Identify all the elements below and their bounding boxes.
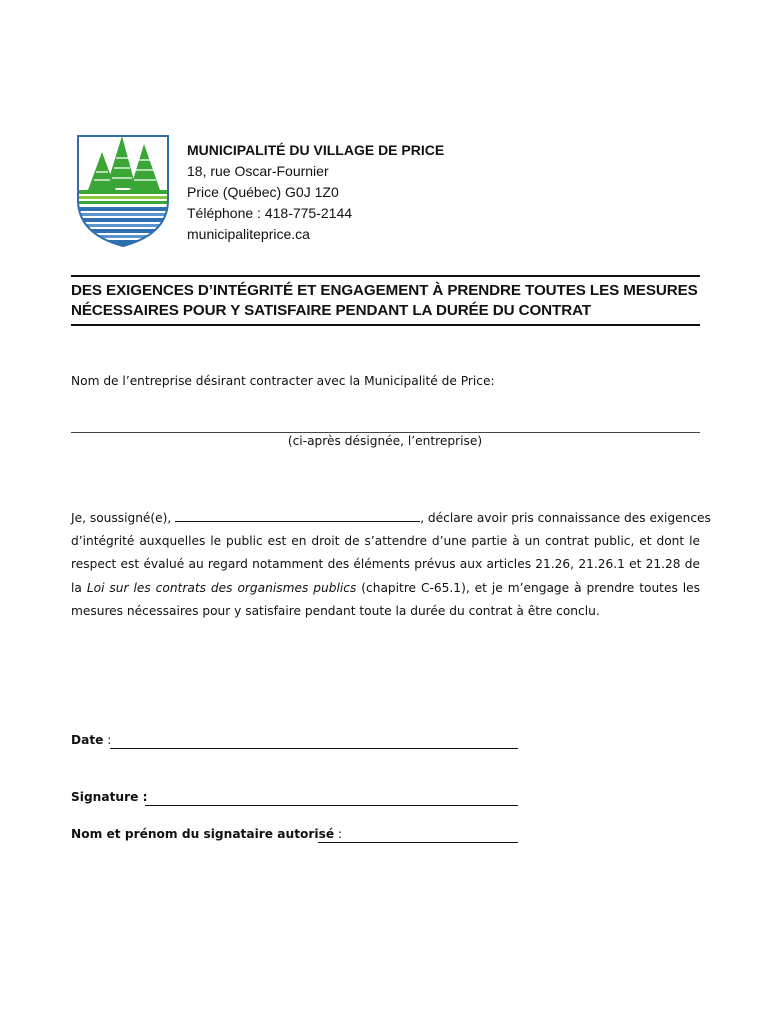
address-line-2: Price (Québec) G0J 1Z0 [187,184,339,200]
declaration-row-4 [71,577,700,600]
declaration-row-1 [71,507,711,530]
signatory-field-label [71,827,342,841]
date-colon: : [103,733,112,747]
signatory-colon: : [334,827,343,841]
date-input-line[interactable] [110,748,518,749]
declaration-row-3: respect est évalué au regard notamment des éléments prévus aux articles 21.26, 21.26.1 et 21.28 de [71,557,700,572]
declaration-paragraph [71,507,711,623]
title-line-2: NÉCESSAIRES POUR Y SATISFAIRE PENDANT LA DURÉE DU CONTRAT [71,302,592,319]
company-prompt: Nom de l’entreprise désirant contracter avec la Municipalité de Price: [71,374,495,388]
declaration-prefix: Je, soussigné(e), [71,511,172,525]
signature-label: Signature : [71,790,148,804]
municipality-logo [74,130,172,248]
declaration-after-blank: , déclare avoir pris connaissance des exigences [420,511,711,525]
law-prefix: la [71,580,82,595]
signatory-input-line[interactable] [318,842,518,843]
municipality-header [187,140,444,245]
title-line-1: DES EXIGENCES D’INTÉGRITÉ ET ENGAGEMENT À PRENDRE TOUTES LES MESURES [71,282,698,299]
website: municipaliteprice.ca [187,226,310,242]
law-title: Loi sur les contrats des organismes publics [86,580,357,595]
declaration-row-5: mesures nécessaires pour y satisfaire pendant toute la durée du contrat à être conclu. [71,603,600,618]
address-line-1: 18, rue Oscar-Fournier [187,163,329,179]
organization-name: MUNICIPALITÉ DU VILLAGE DE PRICE [187,142,445,158]
company-caption: (ci-après désignée, l’entreprise) [287,434,483,448]
phone-number: Téléphone : 418-775-2144 [187,205,353,221]
date-label: Date [71,733,104,747]
signature-input-line[interactable] [145,805,518,806]
law-suffix: (chapitre C-65.1), et je m’engage à prendre toutes les [361,580,700,595]
declaration-row-2: d’intégrité auxquelles le public est en droit de s’attendre d’une partie à un contrat public, et dont le [71,534,700,549]
signatory-label: Nom et prénom du signataire autorisé [71,827,335,841]
document-title [71,275,700,326]
company-name-field[interactable] [71,432,700,433]
date-field-label [71,733,111,747]
declarant-name-field[interactable] [175,509,420,522]
